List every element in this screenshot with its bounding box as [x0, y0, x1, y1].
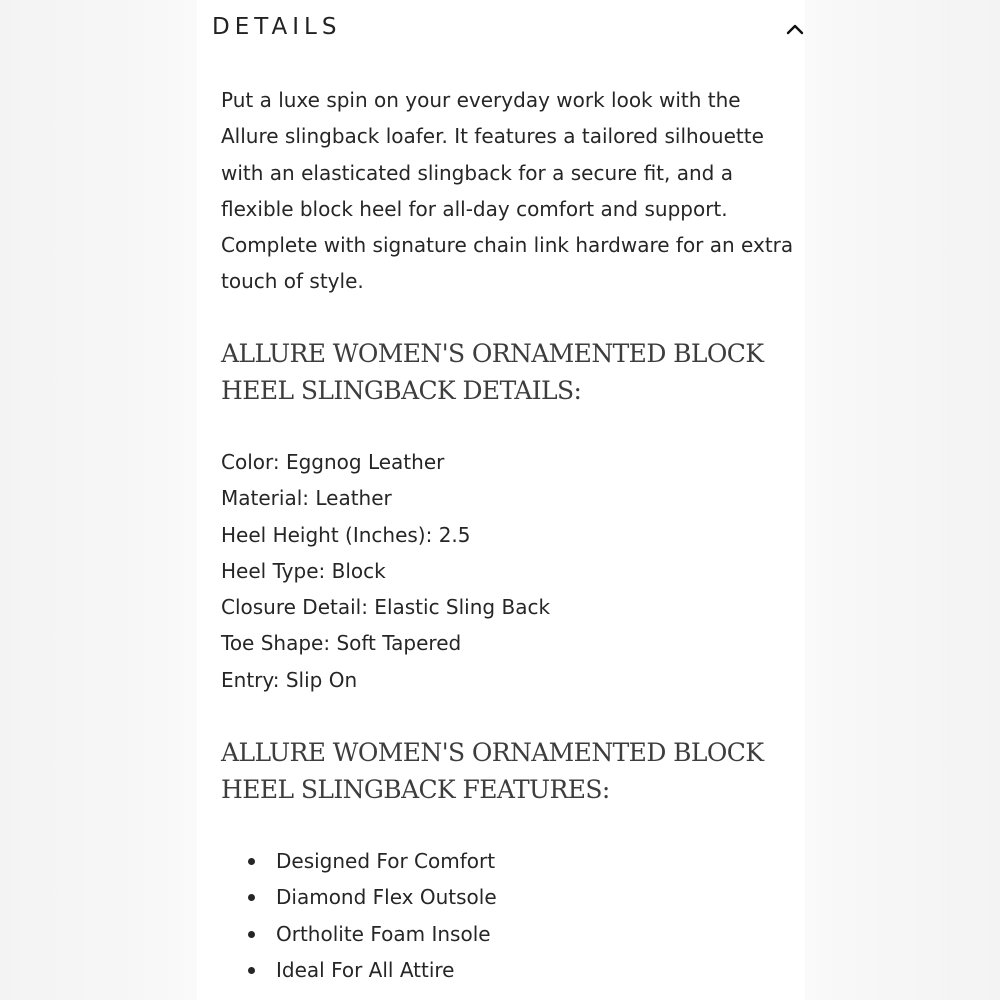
- detail-item: Heel Height (Inches): 2.5: [221, 522, 471, 547]
- detail-item: Color: Eggnog Leather: [221, 450, 445, 474]
- details-heading: ALLURE WOMEN'S ORNAMENTED BLOCK HEEL SLINGBACK DETAILS:: [221, 339, 764, 405]
- feature-item-label: Ortholite Foam Insole: [276, 921, 491, 946]
- bullet-icon: [248, 894, 255, 901]
- background-left: [0, 0, 197, 1000]
- detail-item: Entry: Slip On: [221, 667, 358, 692]
- details-accordion-header[interactable]: [197, 0, 805, 62]
- product-description: Put a luxe spin on your everyday work look with the Allure slingback loafer. It features a tailored silhouette with an elasticated slingback for a secure fit, and a flexible block heel for all-day comfort and support. Complete with signature chain link hardware for an extra touch of style.: [221, 88, 794, 294]
- detail-item: Toe Shape: Soft Tapered: [221, 631, 462, 656]
- bullet-icon: [248, 858, 255, 865]
- detail-item: Heel Type: Block: [221, 558, 386, 583]
- feature-item-label: Ideal For All Attire: [276, 957, 455, 982]
- feature-item: [221, 952, 497, 988]
- background-right: [805, 0, 1000, 1000]
- detail-item: Closure Detail: Elastic Sling Back: [221, 595, 551, 620]
- accordion-content: [221, 82, 796, 982]
- accordion-title: DETAILS: [212, 14, 342, 40]
- features-list: [221, 843, 497, 988]
- chevron-up-icon[interactable]: [785, 22, 805, 36]
- features-heading: ALLURE WOMEN'S ORNAMENTED BLOCK HEEL SLINGBACK FEATURES:: [221, 738, 764, 804]
- feature-item: [221, 879, 497, 915]
- details-panel: [197, 0, 805, 1000]
- feature-item-label: Diamond Flex Outsole: [276, 885, 497, 910]
- bullet-icon: [248, 931, 255, 938]
- bullet-icon: [248, 967, 255, 974]
- feature-item: [221, 843, 497, 879]
- details-list: [221, 444, 550, 698]
- feature-item-label: Designed For Comfort: [276, 849, 496, 873]
- feature-item: [221, 916, 497, 952]
- detail-item: Material: Leather: [221, 486, 392, 511]
